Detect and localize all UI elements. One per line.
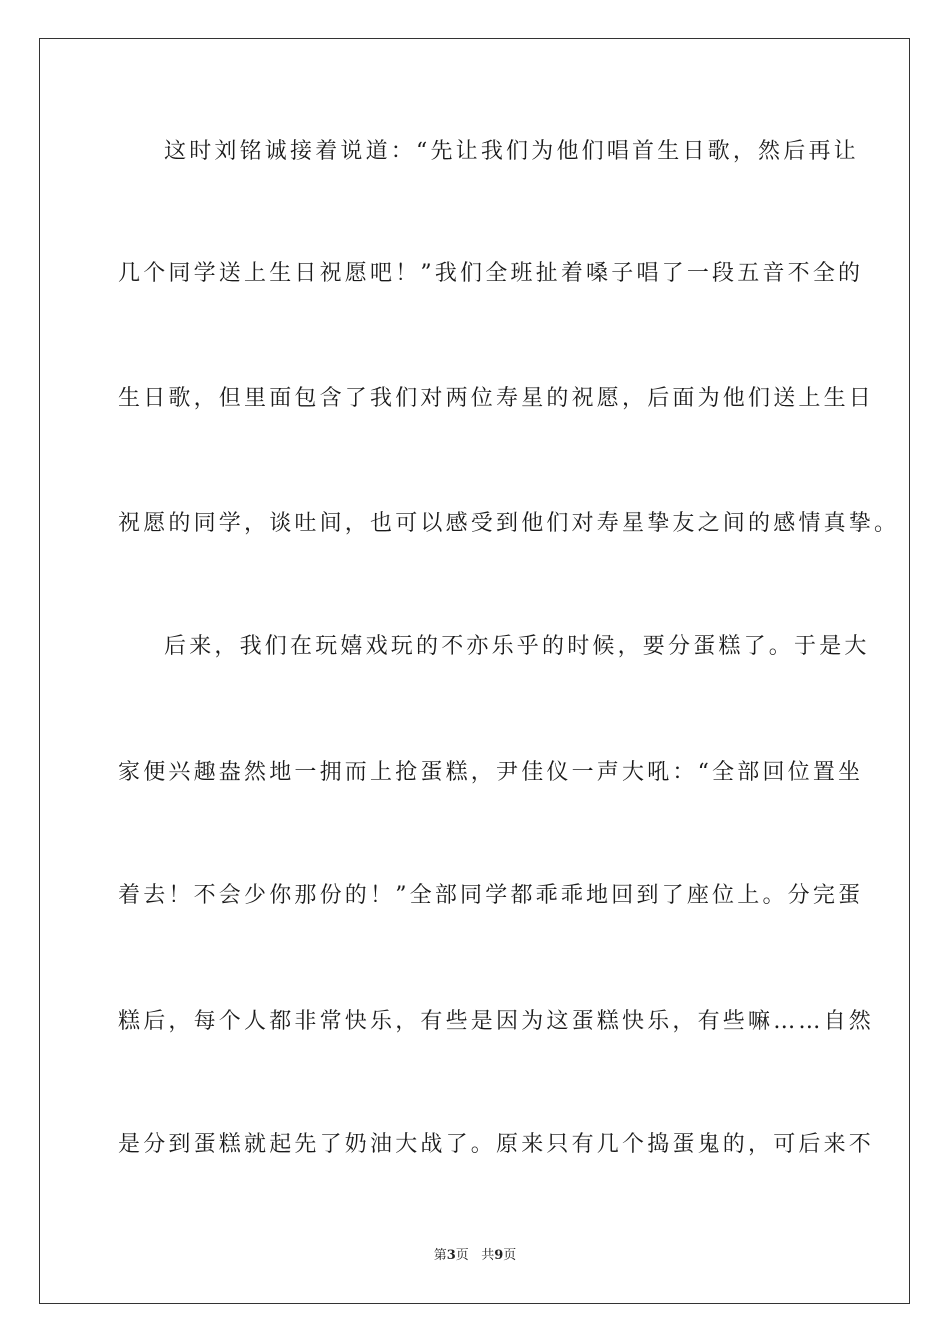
total-pages: 9 — [494, 1248, 504, 1263]
paragraph-1-line-4: 祝愿的同学，谈吐间，也可以感受到他们对寿星挚友之间的感情真挚。 — [118, 511, 900, 536]
total-label-prefix: 共 — [481, 1248, 495, 1263]
paragraph-1-line-2: 几个同学送上生日祝愿吧！”我们全班扯着嗓子唱了一段五音不全的 — [118, 261, 864, 286]
paragraph-1-line-3: 生日歌，但里面包含了我们对两位寿星的祝愿，后面为他们送上生日 — [118, 386, 875, 411]
page-number: 3 — [446, 1248, 456, 1263]
paragraph-2-line-3: 着去！不会少你那份的！”全部同学都乖乖地回到了座位上。分完蛋 — [118, 883, 864, 908]
paragraph-1-line-1: 这时刘铭诚接着说道：“先让我们为他们唱首生日歌，然后再让 — [164, 139, 859, 164]
paragraph-2-line-1: 后来，我们在玩嬉戏玩的不亦乐乎的时候，要分蛋糕了。于是大 — [164, 634, 870, 659]
page-border — [39, 38, 910, 1304]
paragraph-2-line-5: 是分到蛋糕就起先了奶油大战了。原来只有几个捣蛋鬼的，可后来不 — [118, 1132, 875, 1157]
paragraph-2-line-4: 糕后，每个人都非常快乐，有些是因为这蛋糕快乐，有些嘛……自然 — [118, 1009, 875, 1034]
page-label-suffix: 页 — [455, 1248, 469, 1263]
page-label-prefix: 第 — [433, 1248, 447, 1263]
page-footer — [0, 1248, 950, 1264]
total-label-suffix: 页 — [503, 1248, 517, 1263]
paragraph-2-line-2: 家便兴趣盎然地一拥而上抢蛋糕，尹佳仪一声大吼：“全部回位置坐 — [118, 760, 864, 785]
